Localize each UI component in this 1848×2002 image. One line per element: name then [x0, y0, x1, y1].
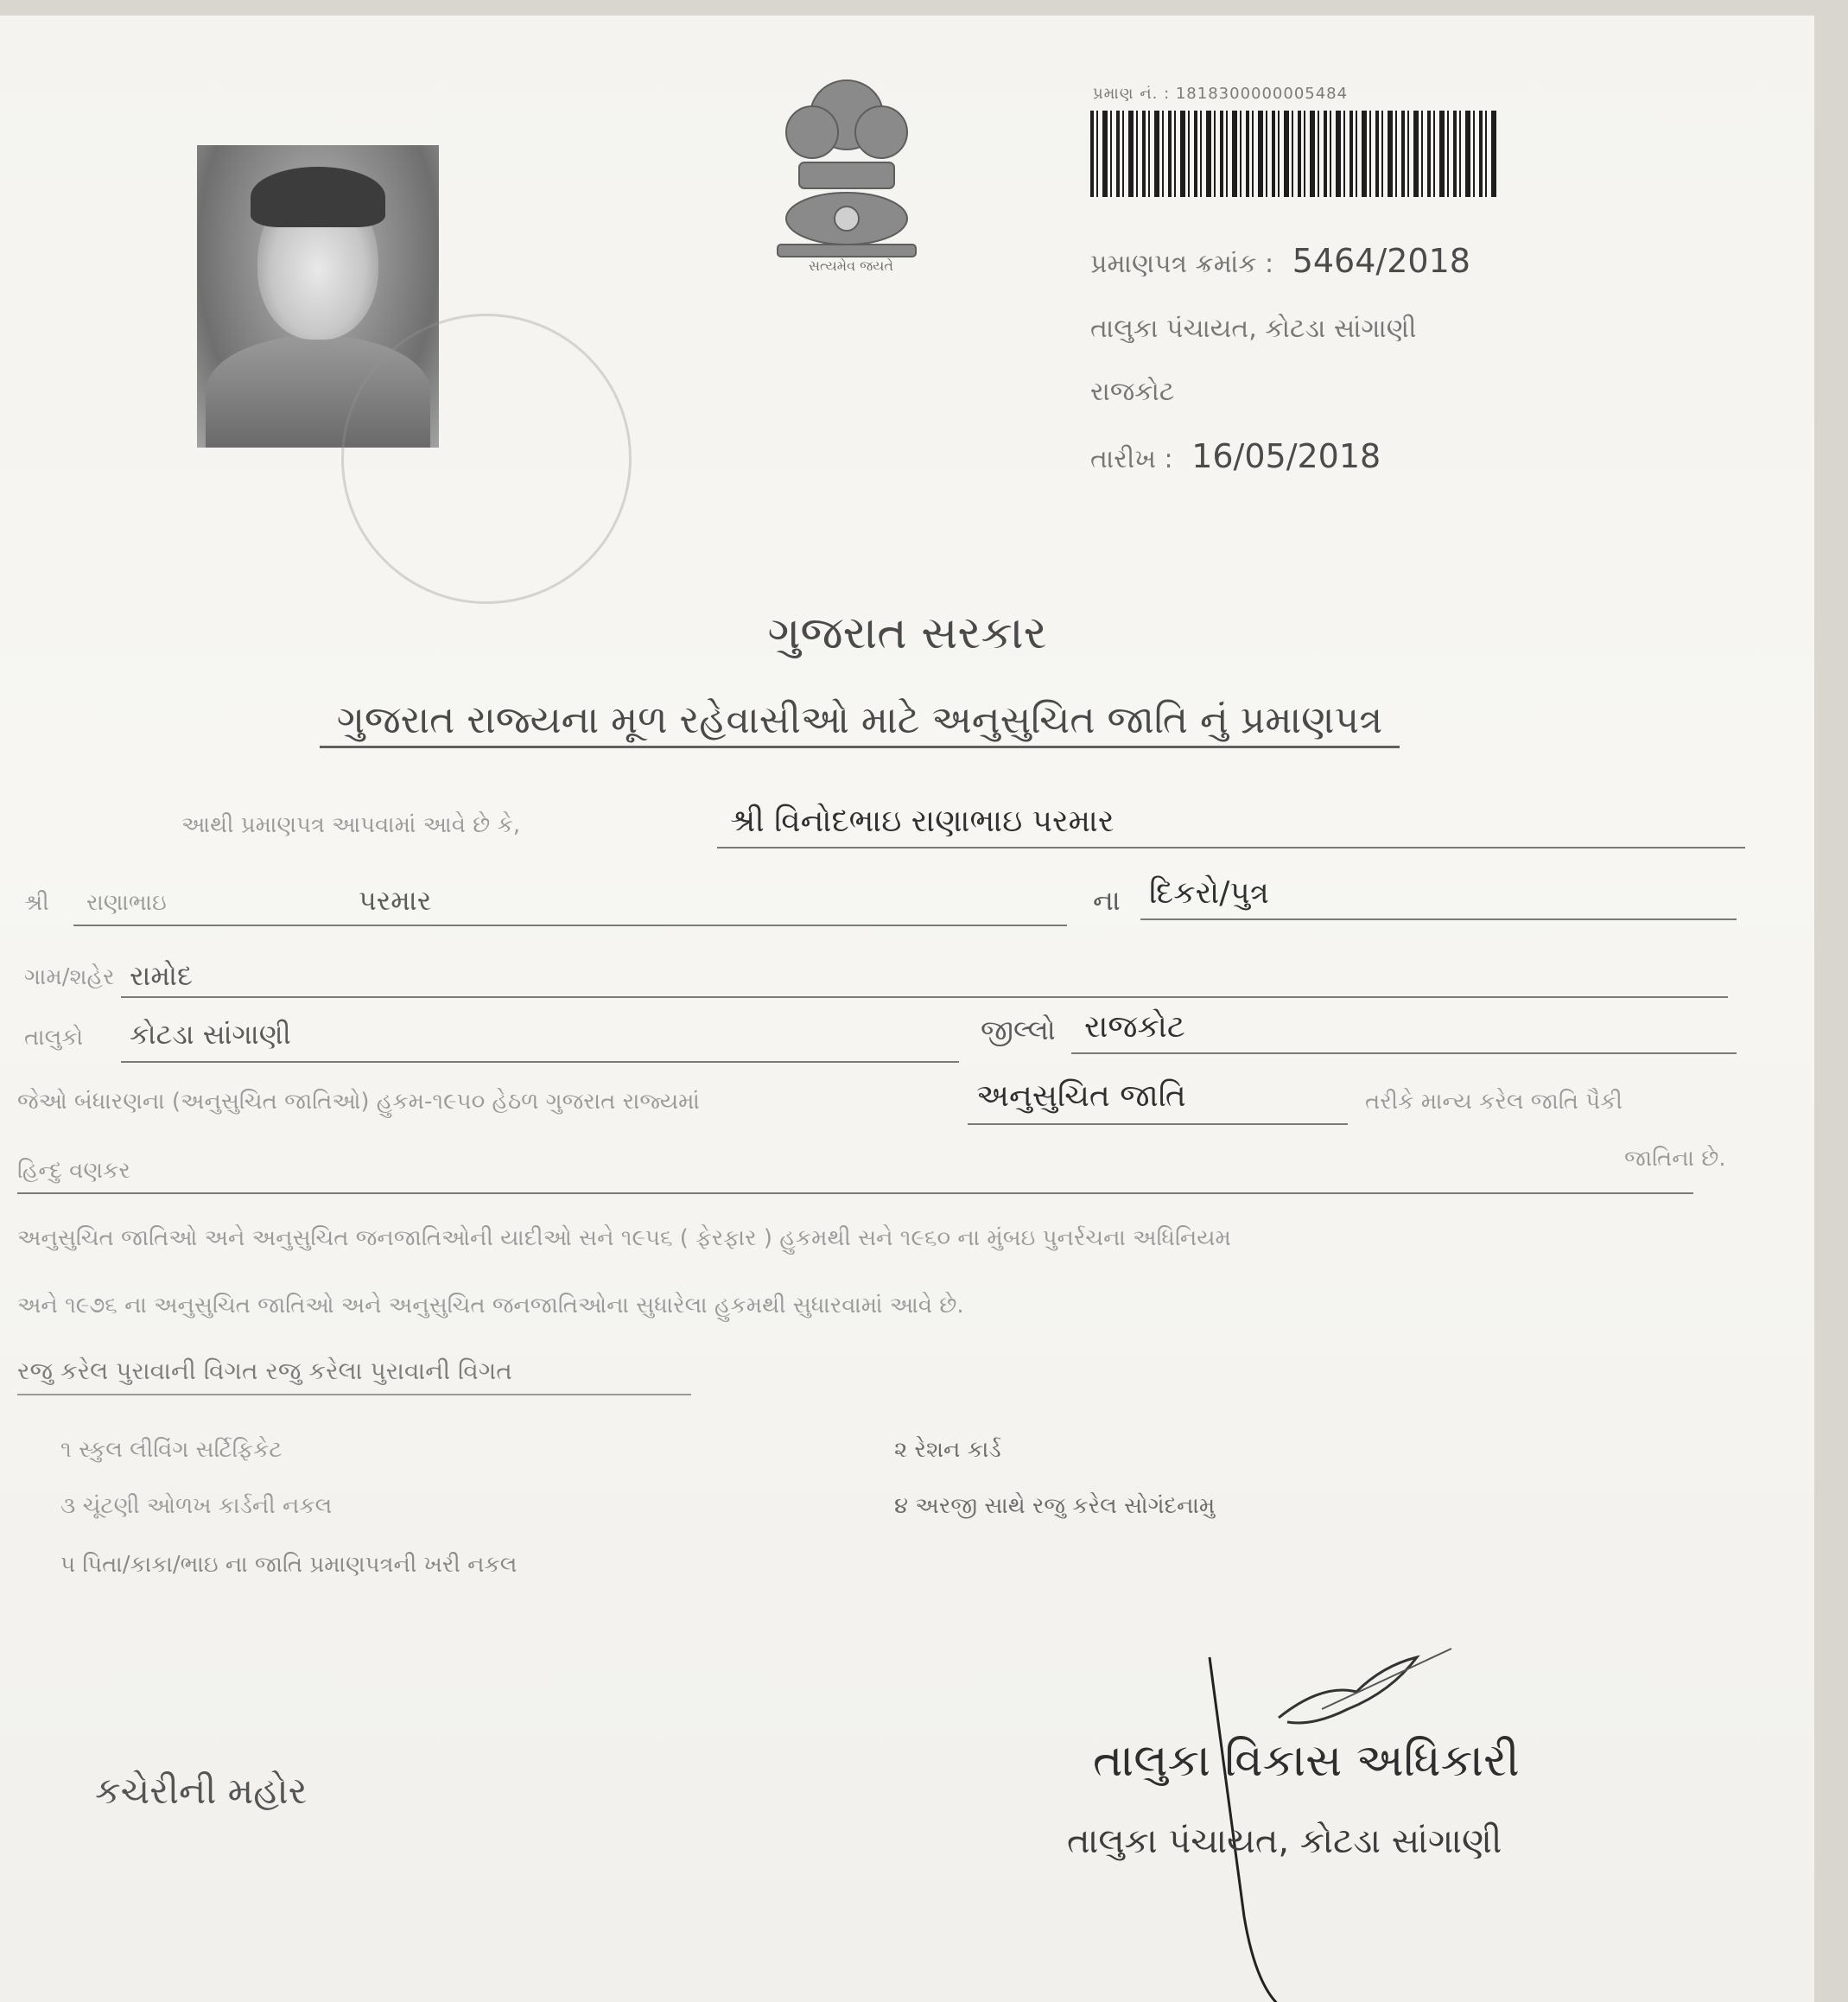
- national-emblem-icon: [760, 67, 933, 275]
- signatory-office: તાલુકા પંચાયત, કોટડા સાંગાણી: [1067, 1821, 1502, 1861]
- relation-underline: [1140, 918, 1737, 920]
- office-line-2: રાજકોટ: [1090, 377, 1175, 407]
- emblem-caption: સત્યમેવ જયતે: [809, 257, 893, 274]
- caste-underline: [17, 1192, 1693, 1194]
- father-name: રાણાભાઇ: [86, 890, 167, 916]
- issue-date: 16/05/2018: [1191, 437, 1381, 475]
- evidence-item-3: ૩ ચૂંટણી ઓળખ કાર્ડની નકલ: [60, 1493, 333, 1519]
- order-text: જેઓ બંધારણના (અનુસુચિત જાતિઓ) હુકમ-૧૯૫૦ હેઠળ ગુજરાત રાજ્યમાં: [17, 1089, 700, 1115]
- evidence-item-2: ૨ રેશન કાર્ડ: [894, 1437, 1001, 1463]
- evidence-item-4: ૪ અરજી સાથે રજુ કરેલ સોગંદનામુ: [894, 1493, 1216, 1519]
- photo-hair-shape: [251, 167, 385, 227]
- category-underline: [968, 1123, 1348, 1125]
- intro-label: આથી પ્રમાણપત્ર આપવામાં આવે છે કે,: [181, 812, 521, 838]
- applicant-name: શ્રી વિનોદભાઇ રાણાભાઇ પરમાર: [730, 804, 1115, 839]
- caste-value: હિન્દુ વણકર: [17, 1158, 130, 1184]
- village-underline: [121, 996, 1728, 998]
- recognized-text: તરીકે માન્ય કરેલ જાતિ પૈકી: [1365, 1089, 1623, 1115]
- taluka-underline: [121, 1061, 959, 1063]
- taluka-label: તાલુકો: [24, 1025, 84, 1051]
- village-label: ગામ/શહેર: [24, 964, 115, 990]
- evidence-heading-underline: [17, 1394, 691, 1395]
- paragraph-line-1: અનુસુચિત જાતિઓ અને અનુસુચિત જનજાતિઓની યાદીઓ સને ૧૯૫૬ ( ફેરફાર ) હુકમથી સને ૧૯૬૦ ના મુંબઇ પુનર્રચના અધિનિયમ: [17, 1225, 1231, 1251]
- village-value: રામોદ: [130, 959, 193, 992]
- caste-suffix: જાતિના છે.: [1624, 1146, 1726, 1172]
- relation-value: દિકરો/પુત્ર: [1149, 875, 1269, 911]
- barcode-number: પ્રમાણ નં. : 1818300000005484: [1093, 85, 1349, 103]
- certificate-number-row: [1090, 242, 1470, 280]
- photo-stamp-ring: [341, 314, 632, 604]
- taluka-value: કોટડા સાંગાણી: [130, 1018, 291, 1051]
- certificate-sheet: [0, 16, 1814, 2002]
- paragraph-line-2: અને ૧૯૭૬ ના અનુસુચિત જાતિઓ અને અનુસુચિત જનજાતિઓના સુધારેલા હુકમથી સુધારવામાં આવે છે.: [17, 1293, 964, 1319]
- father-surname: પરમાર: [359, 884, 432, 917]
- date-row: [1090, 437, 1381, 475]
- government-title: ગુજરાત સરકાર: [767, 607, 1047, 659]
- father-prefix: શ્રી: [24, 890, 49, 916]
- signature-icon: [1192, 1631, 1469, 2002]
- signatory-title: તાલુકા વિકાસ અધિકારી: [1093, 1735, 1520, 1787]
- certificate-number: 5464/2018: [1292, 242, 1470, 280]
- evidence-heading: રજુ કરેલ પુરાવાની વિગત રજુ કરેલા પુરાવાની વિગત: [17, 1357, 512, 1385]
- district-label: જીલ્લો: [981, 1014, 1056, 1046]
- district-value: રાજકોટ: [1084, 1009, 1185, 1045]
- date-label: તારીખ :: [1090, 444, 1173, 474]
- barcode: [1090, 111, 1496, 197]
- district-underline: [1071, 1052, 1737, 1054]
- father-underline: [73, 925, 1067, 926]
- relation-label: ના: [1093, 884, 1121, 917]
- office-line-1: તાલુકા પંચાયત, કોટડા સાંગાણી: [1090, 314, 1417, 344]
- office-seal-label: કચેરીની મહોર: [95, 1770, 308, 1812]
- evidence-item-5: ૫ પિતા/કાકા/ભાઇ ના જાતિ પ્રમાણપત્રની ખરી નકલ: [60, 1552, 518, 1578]
- certificate-title: ગુજરાત રાજ્યના મૂળ રહેવાસીઓ માટે અનુસુચિત જાતિ નું પ્રમાણપત્ર: [320, 698, 1400, 748]
- certificate-number-label: પ્રમાણપત્ર ક્રમાંક :: [1090, 249, 1274, 279]
- category-value: અનુસુચિત જાતિ: [976, 1078, 1186, 1114]
- evidence-item-1: ૧ સ્કુલ લીવિંગ સર્ટિફિકેટ: [60, 1437, 283, 1463]
- applicant-underline: [717, 847, 1745, 848]
